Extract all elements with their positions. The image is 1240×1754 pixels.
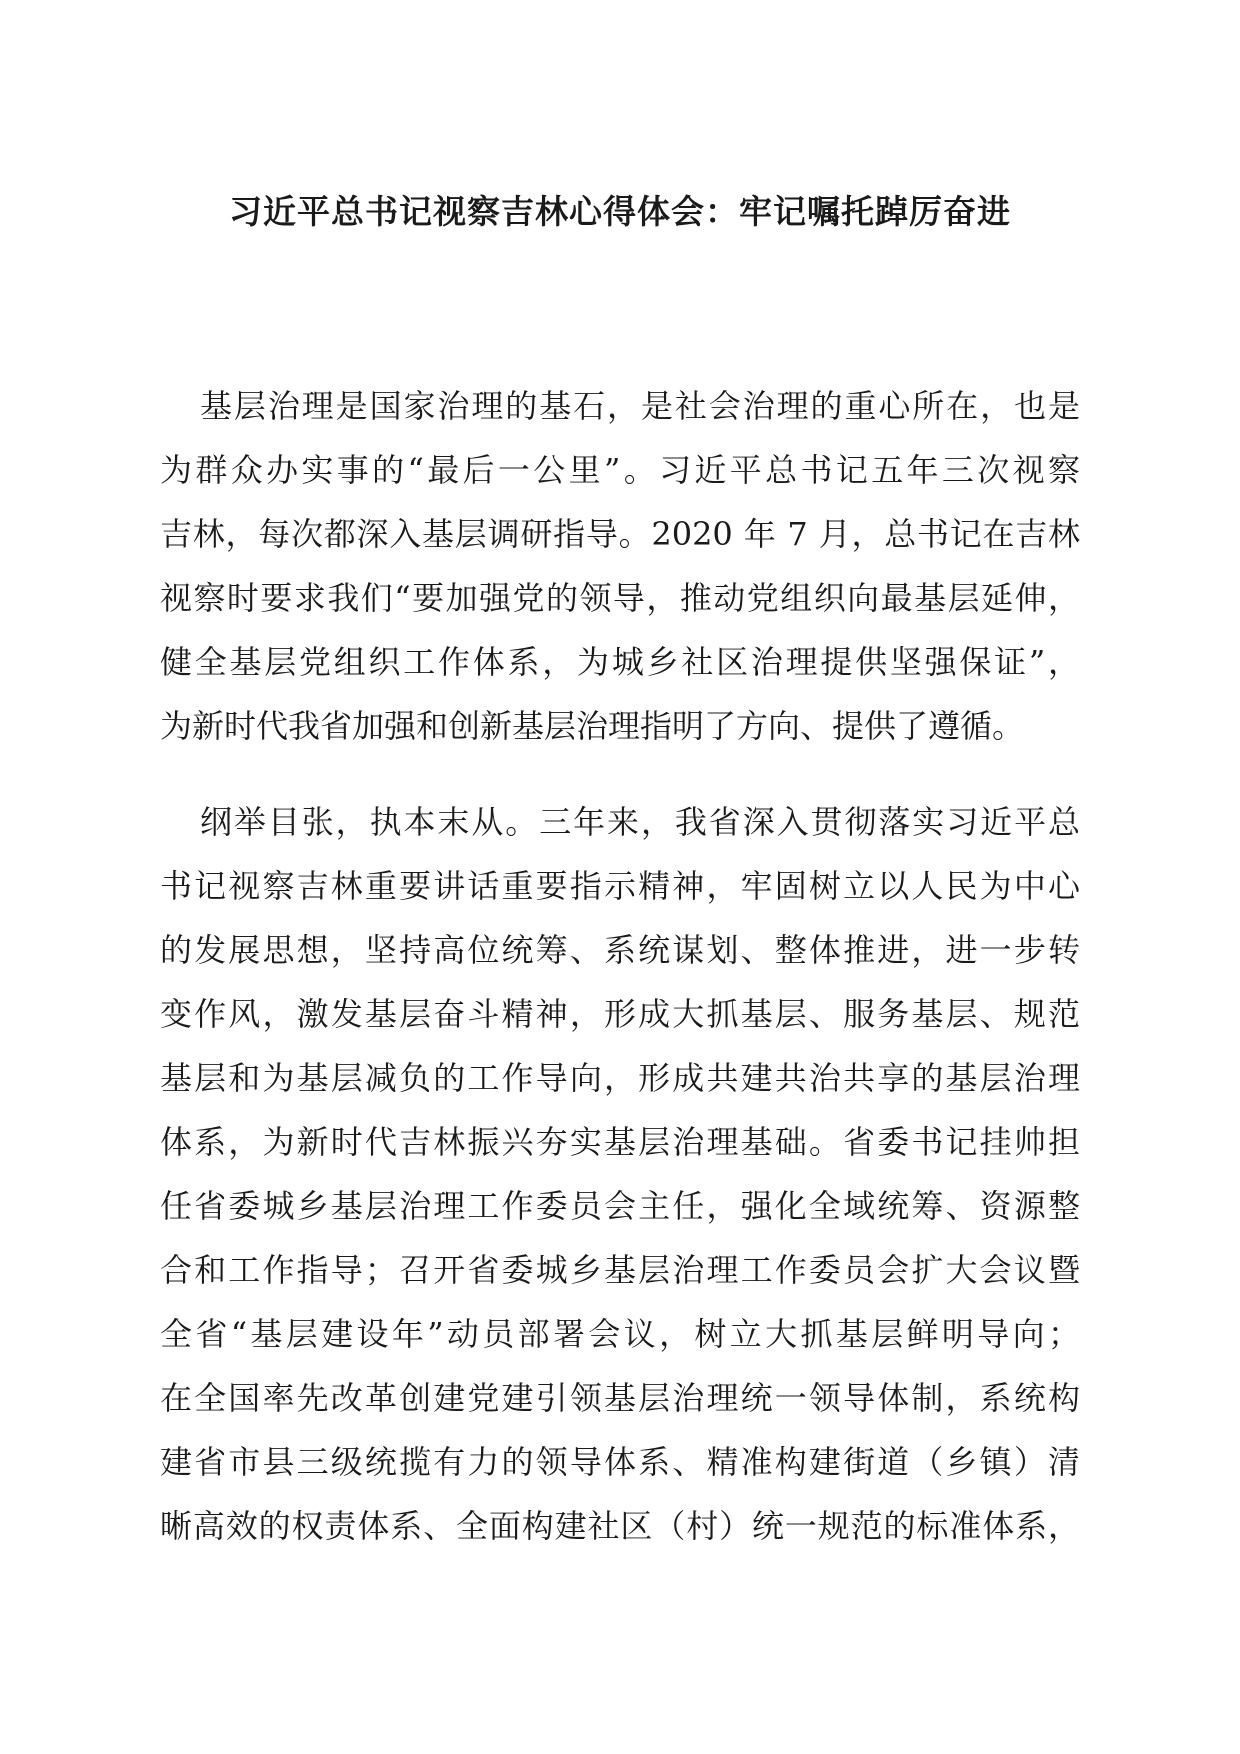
paragraph-line: 建省市县三级统揽有力的领导体系、精准构建街道（乡镇）清 [160, 1443, 1080, 1481]
paragraph-line: 的发展思想，坚持高位统筹、系统谋划、整体推进，进一步转 [160, 931, 1080, 969]
paragraph-line: 视察时要求我们“要加强党的领导，推动党组织向最基层延伸， [160, 579, 1080, 617]
paragraph-line: 合和工作指导；召开省委城乡基层治理工作委员会扩大会议暨 [160, 1251, 1080, 1289]
paragraph-line: 变作风，激发基层奋斗精神，形成大抓基层、服务基层、规范 [160, 995, 1080, 1033]
paragraph-line: 基层和为基层减负的工作导向，形成共建共治共享的基层治理 [160, 1059, 1080, 1097]
paragraph-1 [160, 374, 1080, 758]
paragraph-line: 吉林，每次都深入基层调研指导。2020 年 7 月，总书记在吉林 [160, 515, 1080, 553]
paragraph-line: 纲举目张，执本末从。三年来，我省深入贯彻落实习近平总 [200, 803, 1080, 841]
paragraph-line: 书记视察吉林重要讲话重要指示精神，牢固树立以人民为中心 [160, 867, 1080, 905]
paragraph-line: 为群众办实事的“最后一公里”。习近平总书记五年三次视察 [160, 451, 1080, 489]
paragraph-line: 基层治理是国家治理的基石，是社会治理的重心所在，也是 [200, 387, 1080, 425]
paragraph-line: 全省“基层建设年”动员部署会议，树立大抓基层鲜明导向； [160, 1315, 1080, 1353]
paragraph-line: 在全国率先改革创建党建引领基层治理统一领导体制，系统构 [160, 1379, 1080, 1417]
paragraph-line: 健全基层党组织工作体系，为城乡社区治理提供坚强保证”， [160, 643, 1080, 681]
paragraph-line: 任省委城乡基层治理工作委员会主任，强化全域统筹、资源整 [160, 1187, 1080, 1225]
paragraph-2 [160, 790, 1080, 1558]
document-title: 习近平总书记视察吉林心得体会：牢记嘱托踔厉奋进 [229, 192, 1011, 231]
paragraph-line: 体系，为新时代吉林振兴夯实基层治理基础。省委书记挂帅担 [160, 1123, 1080, 1161]
paragraph-line: 为新时代我省加强和创新基层治理指明了方向、提供了遵循。 [160, 707, 1025, 745]
paragraph-line: 晰高效的权责体系、全面构建社区（村）统一规范的标准体系， [160, 1507, 1080, 1545]
